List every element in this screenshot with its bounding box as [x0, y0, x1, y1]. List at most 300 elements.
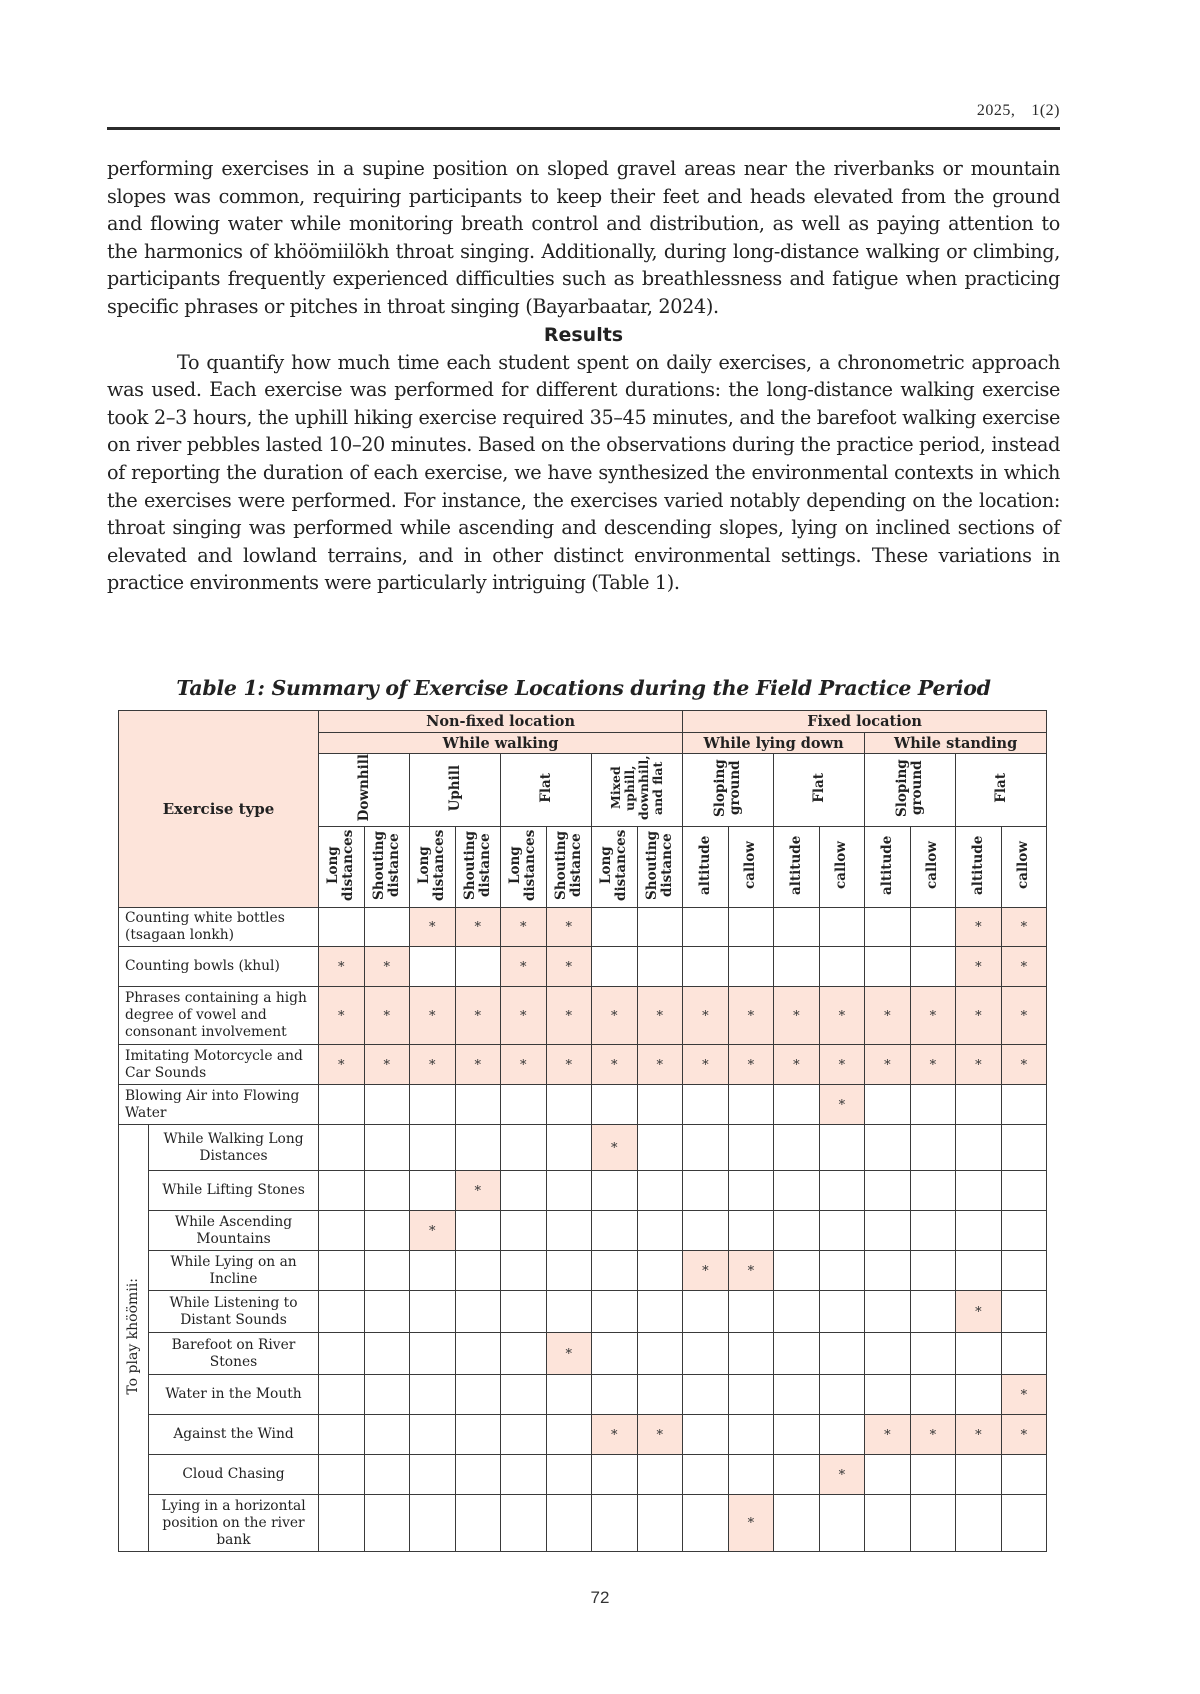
mark-asterisk: *: [383, 959, 391, 975]
table-cell-marked: [319, 1045, 365, 1085]
header-measure: [728, 827, 774, 908]
header-measure-label: Long distances: [507, 829, 539, 901]
table-cell-empty: [1001, 1251, 1047, 1291]
table-cell-marked: [819, 1085, 865, 1125]
header-measure-label: callow: [833, 841, 850, 889]
mark-asterisk: *: [565, 920, 573, 935]
header-measure-label: altitude: [878, 835, 895, 895]
table-cell-empty: [410, 1171, 456, 1211]
header-measure-label: altitude: [787, 835, 804, 895]
mark-asterisk: *: [1020, 1427, 1028, 1443]
table-cell-empty: [592, 947, 638, 987]
table-cell-empty: [865, 1375, 911, 1415]
table-row: [119, 1495, 1047, 1552]
table-cell-marked: [819, 987, 865, 1045]
mark-asterisk: *: [520, 1008, 527, 1024]
mark-asterisk: *: [565, 1346, 573, 1362]
table-cell-empty: [774, 1415, 820, 1455]
mark-asterisk: *: [338, 1008, 345, 1024]
header-terrain: [865, 754, 956, 827]
table-cell-empty: [728, 1291, 774, 1333]
table-cell-empty: [319, 1085, 365, 1125]
table-cell-empty: [410, 947, 456, 987]
table-row: [119, 908, 1047, 947]
table-cell-empty: [819, 1291, 865, 1333]
table-cell-marked: [319, 987, 365, 1045]
table-cell-marked: [637, 987, 683, 1045]
table-cell-empty: [956, 1085, 1002, 1125]
mark-asterisk: *: [975, 920, 982, 935]
table-cell-empty: [728, 908, 774, 947]
table-cell-marked: [592, 987, 638, 1045]
table-cell-marked: [683, 1045, 729, 1085]
table-cell-empty: [910, 1495, 956, 1552]
table-cell-empty: [592, 1085, 638, 1125]
header-measure: [1001, 827, 1047, 908]
table-cell-marked: [455, 1045, 501, 1085]
table-cell-empty: [728, 1375, 774, 1415]
table-cell-empty: [455, 1455, 501, 1495]
table-cell-empty: [910, 1125, 956, 1171]
table-cell-empty: [546, 1495, 592, 1552]
table-cell-empty: [910, 1291, 956, 1333]
group-label-to-play-khoomii: [119, 1125, 149, 1552]
table-cell-empty: [865, 1291, 911, 1333]
table-cell-empty: [592, 1455, 638, 1495]
table-cell-marked: [683, 987, 729, 1045]
row-label: Blowing Air into Flowing Water: [119, 1085, 319, 1125]
table-cell-marked: [728, 1251, 774, 1291]
table-cell-marked: [364, 947, 410, 987]
table-cell-empty: [956, 1211, 1002, 1251]
mark-asterisk: *: [383, 1008, 391, 1024]
header-terrain-label: Flat: [992, 773, 1009, 803]
mark-asterisk: *: [611, 1427, 618, 1443]
table-cell-empty: [865, 1495, 911, 1552]
table-cell-empty: [819, 1171, 865, 1211]
table-cell-empty: [774, 1171, 820, 1211]
table-cell-empty: [819, 1333, 865, 1375]
header-measure-label: altitude: [969, 835, 986, 895]
table-cell-empty: [319, 1455, 365, 1495]
table-cell-marked: [546, 1333, 592, 1375]
header-measure: [501, 827, 547, 908]
table-cell-marked: [956, 947, 1002, 987]
table-cell-empty: [455, 1333, 501, 1375]
table-cell-empty: [683, 1171, 729, 1211]
table-cell-empty: [910, 1333, 956, 1375]
table-cell-marked: [956, 1415, 1002, 1455]
header-measure-label: Shouting distance: [643, 830, 675, 900]
header-while-standing: While standing: [865, 733, 1047, 754]
table-cell-empty: [546, 1291, 592, 1333]
table-cell-empty: [592, 1375, 638, 1415]
mark-asterisk: *: [975, 1008, 982, 1024]
table-cell-marked: [728, 1045, 774, 1085]
mark-asterisk: *: [884, 1057, 891, 1073]
table-cell-empty: [819, 1211, 865, 1251]
table-cell-empty: [910, 1171, 956, 1211]
mark-asterisk: *: [975, 1304, 982, 1320]
table-cell-empty: [683, 1415, 729, 1455]
table-cell-empty: [364, 1125, 410, 1171]
table-cell-empty: [364, 1251, 410, 1291]
mark-asterisk: *: [429, 1057, 436, 1073]
row-label: While Walking Long Distances: [149, 1125, 319, 1171]
row-label: Water in the Mouth: [149, 1375, 319, 1415]
table-cell-marked: [546, 987, 592, 1045]
table-cell-empty: [1001, 1211, 1047, 1251]
header-measure-label: altitude: [696, 835, 713, 895]
table-cell-marked: [592, 1125, 638, 1171]
table-cell-empty: [637, 1171, 683, 1211]
mark-asterisk: *: [975, 1427, 982, 1443]
table-cell-empty: [1001, 1125, 1047, 1171]
header-terrain: [683, 754, 774, 827]
mark-asterisk: *: [702, 1008, 709, 1024]
mark-asterisk: *: [338, 959, 345, 975]
table-cell-empty: [319, 1333, 365, 1375]
table-cell-empty: [592, 908, 638, 947]
table-cell-empty: [728, 1171, 774, 1211]
table-cell-empty: [455, 1375, 501, 1415]
table-cell-empty: [819, 1415, 865, 1455]
mark-asterisk: *: [929, 1008, 937, 1024]
table-cell-empty: [455, 1125, 501, 1171]
table-cell-marked: [956, 1045, 1002, 1085]
table-cell-empty: [865, 1125, 911, 1171]
table-cell-empty: [774, 1211, 820, 1251]
table-cell-marked: [865, 1415, 911, 1455]
table-cell-empty: [319, 1251, 365, 1291]
table-cell-empty: [637, 1375, 683, 1415]
table-cell-empty: [865, 1171, 911, 1211]
header-terrain: [774, 754, 865, 827]
header-measure: [910, 827, 956, 908]
table-cell-marked: [1001, 1045, 1047, 1085]
table-cell-empty: [865, 1085, 911, 1125]
table-cell-marked: [728, 1495, 774, 1552]
table-cell-empty: [455, 1415, 501, 1455]
table-cell-marked: [546, 947, 592, 987]
header-measure: [637, 827, 683, 908]
table-row: [119, 1291, 1047, 1333]
table-cell-marked: [501, 987, 547, 1045]
table-cell-empty: [319, 1291, 365, 1333]
mark-asterisk: *: [929, 1427, 937, 1443]
table-cell-empty: [728, 1085, 774, 1125]
table-cell-empty: [501, 1455, 547, 1495]
table-cell-empty: [364, 1333, 410, 1375]
header-terrain: [501, 754, 592, 827]
header-terrain-label: Flat: [810, 773, 827, 803]
table-cell-empty: [410, 1125, 456, 1171]
mark-asterisk: *: [611, 1008, 618, 1024]
table-cell-empty: [501, 1211, 547, 1251]
header-measure-label: Shouting distance: [461, 830, 493, 900]
table-cell-empty: [546, 1251, 592, 1291]
table-cell-empty: [956, 1125, 1002, 1171]
header-terrain: [956, 754, 1047, 827]
table-cell-empty: [592, 1333, 638, 1375]
table-cell-empty: [637, 1455, 683, 1495]
table-cell-marked: [455, 987, 501, 1045]
table-cell-empty: [592, 1251, 638, 1291]
table-cell-marked: [455, 908, 501, 947]
table-cell-empty: [501, 1333, 547, 1375]
group-label-text: To play khöömii:: [125, 1277, 141, 1395]
row-label: While Ascending Mountains: [149, 1211, 319, 1251]
mark-asterisk: *: [565, 959, 573, 975]
table-cell-empty: [455, 1085, 501, 1125]
row-label: Against the Wind: [149, 1415, 319, 1455]
table-cell-empty: [865, 1455, 911, 1495]
mark-asterisk: *: [747, 1263, 755, 1279]
mark-asterisk: *: [474, 920, 482, 935]
table-cell-empty: [455, 1211, 501, 1251]
header-measure-label: callow: [742, 841, 759, 889]
table-cell-empty: [410, 1495, 456, 1552]
table-cell-empty: [455, 1291, 501, 1333]
header-fixed-location: Fixed location: [683, 711, 1047, 733]
table-cell-marked: [410, 908, 456, 947]
table-cell-marked: [592, 1045, 638, 1085]
table-cell-empty: [774, 908, 820, 947]
mark-asterisk: *: [656, 1008, 664, 1024]
table-cell-marked: [865, 987, 911, 1045]
paragraph-continuation: performing exercises in a supine position on sloped gravel areas near the riverbanks or mountain slopes was common, requiring participants to keep their feet and heads elevated from the ground and flowing water while monitoring breath control and distribution, as well as paying attention to the harmonics of khöömiilökh throat singing. Additionally, during long-distance walking or climbing, participants frequently experienced difficulties such as breathlessness and fatigue when practicing specific phrases or pitches in throat singing (Bayarbaatar, 2024).: [107, 157, 1060, 318]
header-measure: [774, 827, 820, 908]
table-cell-empty: [728, 947, 774, 987]
table-cell-empty: [546, 1171, 592, 1211]
mark-asterisk: *: [838, 1057, 846, 1073]
paragraph-results: To quantify how much time each student spent on daily exercises, a chronometric approach was used. Each exercise was performed for different durations: the long-distance walking exercise took 2–3 hours, the uphill hiking exercise required 35–45 minutes, and the barefoot walking exercise on river pebbles lasted 10–20 minutes. Based on the observations during the practice period, instead of reporting the duration of each exercise, we have synthesized the environmental contexts in which the exercises were performed. For instance, the exercises varied notably depending on the location: throat singing was performed while ascending and descending slopes, lying on inclined sections of elevated and lowland terrains, and in other distinct environmental settings. These variations in practice environments were particularly intriguing (Table 1).: [107, 350, 1060, 595]
table-row: [119, 1375, 1047, 1415]
row-label: Imitating Motorcycle and Car Sounds: [119, 1045, 319, 1085]
table-row: [119, 1171, 1047, 1211]
mark-asterisk: *: [474, 1008, 482, 1024]
table-cell-empty: [501, 1085, 547, 1125]
mark-asterisk: *: [565, 1008, 573, 1024]
mark-asterisk: *: [565, 1057, 573, 1073]
table-cell-empty: [637, 1291, 683, 1333]
table-cell-empty: [910, 1251, 956, 1291]
table-cell-empty: [683, 1125, 729, 1171]
table-cell-marked: [819, 1455, 865, 1495]
header-while-walking: While walking: [319, 733, 683, 754]
row-label: Phrases containing a high degree of vowel and consonant involvement: [119, 987, 319, 1045]
mark-asterisk: *: [747, 1057, 755, 1073]
exercise-locations-table: [118, 710, 1047, 1552]
mark-asterisk: *: [429, 920, 436, 935]
mark-asterisk: *: [611, 1140, 618, 1156]
header-measure: [364, 827, 410, 908]
running-head-year: 2025,: [976, 102, 1016, 119]
table-cell-empty: [592, 1291, 638, 1333]
mark-asterisk: *: [793, 1057, 800, 1073]
table-cell-empty: [728, 1455, 774, 1495]
table-cell-empty: [637, 1251, 683, 1291]
table-cell-empty: [637, 1125, 683, 1171]
table-cell-empty: [683, 1211, 729, 1251]
table-cell-marked: [501, 947, 547, 987]
mark-asterisk: *: [838, 1097, 846, 1113]
header-terrain-label: Flat: [537, 773, 554, 803]
table-cell-empty: [683, 1455, 729, 1495]
header-terrain-label: Uphill: [446, 764, 463, 812]
table-cell-empty: [774, 947, 820, 987]
table-row: [119, 987, 1047, 1045]
running-head: [107, 102, 1060, 120]
table-cell-marked: [910, 987, 956, 1045]
table-cell-marked: [1001, 1415, 1047, 1455]
section-heading-results: Results: [543, 323, 624, 346]
mark-asterisk: *: [520, 920, 527, 935]
table-cell-empty: [956, 1495, 1002, 1552]
table-cell-empty: [774, 1251, 820, 1291]
table-cell-marked: [546, 908, 592, 947]
table-row: [119, 1045, 1047, 1085]
table-cell-empty: [319, 908, 365, 947]
table-cell-empty: [319, 1375, 365, 1415]
table-cell-empty: [364, 1415, 410, 1455]
header-measure: [956, 827, 1002, 908]
table-cell-empty: [501, 1171, 547, 1211]
table-cell-empty: [774, 1085, 820, 1125]
table-row: [119, 1415, 1047, 1455]
table-cell-empty: [956, 1251, 1002, 1291]
table-row: [119, 1251, 1047, 1291]
table-cell-empty: [364, 1495, 410, 1552]
running-head-issue: 1(2): [1031, 102, 1060, 119]
header-measure: [319, 827, 365, 908]
table-title: Table 1: Summary of Exercise Locations during the Field Practice Period: [176, 676, 991, 700]
header-measure-label: callow: [924, 841, 941, 889]
row-label: Lying in a horizontal position on the river bank: [149, 1495, 319, 1552]
header-terrain-label: Sloping ground: [712, 759, 744, 817]
table-cell-empty: [819, 1495, 865, 1552]
table-cell-marked: [637, 1045, 683, 1085]
table-cell-empty: [410, 1375, 456, 1415]
mark-asterisk: *: [611, 1057, 618, 1073]
table-cell-empty: [774, 1495, 820, 1552]
table-cell-empty: [501, 1125, 547, 1171]
table-cell-empty: [592, 1495, 638, 1552]
mark-asterisk: *: [474, 1183, 482, 1199]
table-cell-empty: [865, 947, 911, 987]
table-cell-empty: [865, 1251, 911, 1291]
table-row: [119, 1211, 1047, 1251]
header-measure: [819, 827, 865, 908]
table-cell-empty: [910, 908, 956, 947]
table-cell-empty: [910, 947, 956, 987]
mark-asterisk: *: [429, 1008, 436, 1024]
table-cell-marked: [319, 947, 365, 987]
mark-asterisk: *: [884, 1427, 891, 1443]
mark-asterisk: *: [383, 1057, 391, 1073]
header-rule: [107, 127, 1060, 130]
header-measure-label: Long distances: [325, 829, 357, 901]
table-cell-empty: [683, 1375, 729, 1415]
header-exercise-type: Exercise type: [119, 711, 319, 908]
table-cell-empty: [455, 1495, 501, 1552]
table-cell-empty: [546, 1085, 592, 1125]
mark-asterisk: *: [1020, 1387, 1028, 1403]
table-cell-marked: [774, 1045, 820, 1085]
page-number: 72: [590, 1588, 610, 1607]
table-cell-empty: [1001, 1085, 1047, 1125]
table-cell-marked: [501, 908, 547, 947]
table-cell-marked: [1001, 1375, 1047, 1415]
table-cell-empty: [501, 1415, 547, 1455]
table-cell-marked: [1001, 987, 1047, 1045]
table-cell-empty: [410, 1251, 456, 1291]
mark-asterisk: *: [884, 1008, 891, 1024]
table-cell-empty: [683, 1333, 729, 1375]
mark-asterisk: *: [1020, 1057, 1028, 1073]
table-cell-empty: [592, 1171, 638, 1211]
table-cell-empty: [319, 1211, 365, 1251]
mark-asterisk: *: [975, 959, 982, 975]
row-label: Counting bowls (khul): [119, 947, 319, 987]
table-cell-empty: [683, 1085, 729, 1125]
header-measure-label: callow: [1015, 841, 1032, 889]
header-terrain-label: Mixed uphill, downhill, and flat: [608, 755, 666, 821]
table-cell-empty: [865, 908, 911, 947]
header-terrain: [319, 754, 410, 827]
header-measure: [865, 827, 911, 908]
table-cell-empty: [728, 1415, 774, 1455]
mark-asterisk: *: [747, 1516, 755, 1531]
table-cell-empty: [819, 1375, 865, 1415]
table-cell-empty: [956, 1333, 1002, 1375]
table-cell-marked: [728, 987, 774, 1045]
mark-asterisk: *: [338, 1057, 345, 1073]
mark-asterisk: *: [838, 1008, 846, 1024]
mark-asterisk: *: [702, 1057, 709, 1073]
table-cell-empty: [865, 1333, 911, 1375]
mark-asterisk: *: [702, 1263, 709, 1279]
table-cell-empty: [910, 1375, 956, 1415]
table-cell-marked: [865, 1045, 911, 1085]
table-cell-empty: [728, 1333, 774, 1375]
table-cell-empty: [1001, 1495, 1047, 1552]
header-non-fixed-location: Non-fixed location: [319, 711, 683, 733]
table-cell-marked: [364, 1045, 410, 1085]
table-cell-empty: [364, 1291, 410, 1333]
row-label: While Listening to Distant Sounds: [149, 1291, 319, 1333]
header-measure: [683, 827, 729, 908]
table-cell-empty: [1001, 1171, 1047, 1211]
table-row: [119, 1455, 1047, 1495]
table-cell-empty: [364, 1171, 410, 1211]
table-cell-empty: [410, 1085, 456, 1125]
table-cell-marked: [956, 987, 1002, 1045]
mark-asterisk: *: [975, 1057, 982, 1073]
header-while-lying-down: While lying down: [683, 733, 865, 754]
mark-asterisk: *: [1020, 1008, 1028, 1024]
header-measure: [410, 827, 456, 908]
table-cell-empty: [364, 908, 410, 947]
table-cell-empty: [319, 1125, 365, 1171]
table-cell-empty: [774, 1333, 820, 1375]
table-cell-empty: [319, 1495, 365, 1552]
table-cell-empty: [819, 947, 865, 987]
table-cell-empty: [1001, 1291, 1047, 1333]
table-cell-marked: [501, 1045, 547, 1085]
table-cell-marked: [410, 987, 456, 1045]
table-cell-empty: [774, 1125, 820, 1171]
